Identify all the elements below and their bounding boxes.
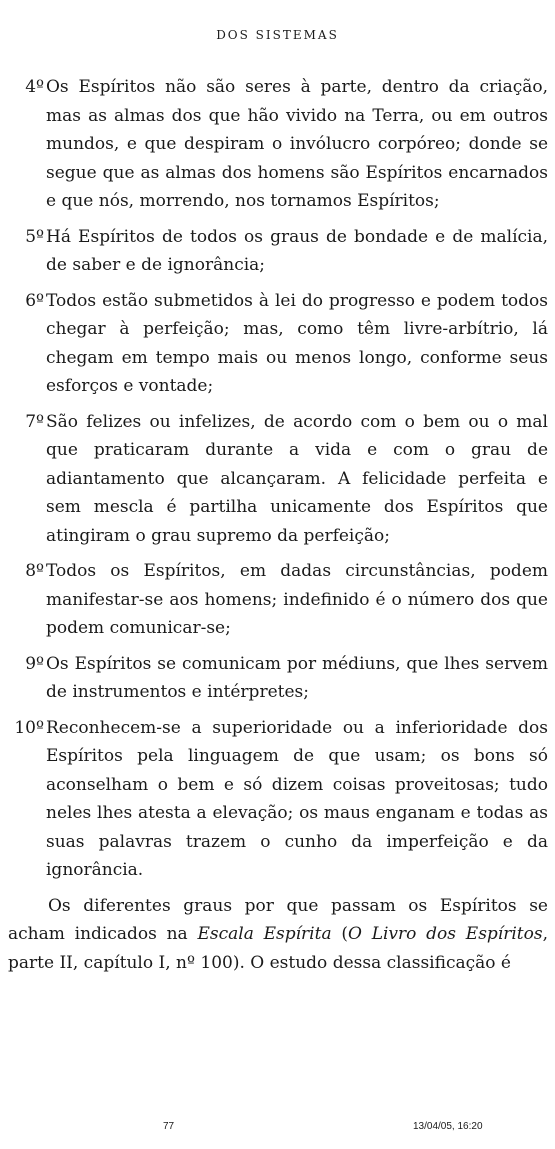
item-number: 8º [25,561,44,581]
item-text: Todos estão submetidos à lei do progresso e podem todos chegar à perfeição; mas, como têm livre-arbítrio, lá chegam em tempo mais ou menos longo, conforme seus esforços e vontade; [46,290,548,396]
item-number: 10º [14,717,44,738]
item-text: Reconhecem-se a superioridade ou a inferioridade dos Espíritos pela linguagem de que usam; os bons só aconselham o bem e só dizem coisas proveitosas; tudo neles lhes atesta a elevação; os maus enganam e todas as suas palavras trazem o cunho da imperfeição e da ignorância. [46,717,548,880]
closing-text-3: , parte II, capítulo I, nº 100). O estudo dessa classificação é [8,924,548,973]
list-item-9 [8,650,548,707]
item-number: 9º [25,653,44,674]
item-number: 4º [25,77,44,97]
closing-paragraph [8,892,548,978]
list-item-10 [8,714,548,885]
list-item-7 [8,408,548,551]
closing-text-1: Os diferentes graus por que passam os Espíritos se acham indicados na [8,895,548,944]
item-text: São felizes ou infelizes, de acordo com o bem ou o mal que praticaram durante a vida e com o grau de adiantamento que alcançaram. A felicidade perfeita e sem mescla é partilha unicamente dos Espíritos que atingiram o grau supremo da perfeição; [46,411,548,546]
page-number: 77 [163,1121,175,1132]
item-text: Os Espíritos se comunicam por médiuns, que lhes servem de instrumentos e intérpretes; [46,653,548,702]
item-text: Os Espíritos não são seres à parte, dentro da criação, mas as almas dos que hão vivido na Terra, ou em outros mundos, e que despiram o invólucro corpóreo; donde se segue que as almas dos homens são Espíritos encarnados e que nós, morrendo, nos tornamos Espíritos; [46,77,548,211]
item-number: 7º [25,411,44,432]
closing-italic-2: O Livro dos Espíritos [348,924,543,944]
list-item-8 [8,557,548,643]
item-text: Todos os Espíritos, em dadas circunstâncias, podem manifestar-se aos homens; indefinido é o número dos que podem comunicar-se; [46,561,548,638]
item-number: 5º [25,226,44,247]
list-item-5 [8,223,548,280]
item-number: 6º [25,290,44,311]
running-header: DOS SISTEMAS [216,28,339,42]
item-text: Há Espíritos de todos os graus de bondade e de malícia, de saber e de ignorância; [46,226,548,275]
list-item-6 [8,287,548,401]
list-item-4 [8,73,548,216]
closing-text-2: ( [331,924,348,944]
closing-italic-1: Escala Espírita [197,924,332,944]
page-body [8,73,548,994]
print-timestamp: 13/04/05, 16:20 [413,1121,483,1132]
